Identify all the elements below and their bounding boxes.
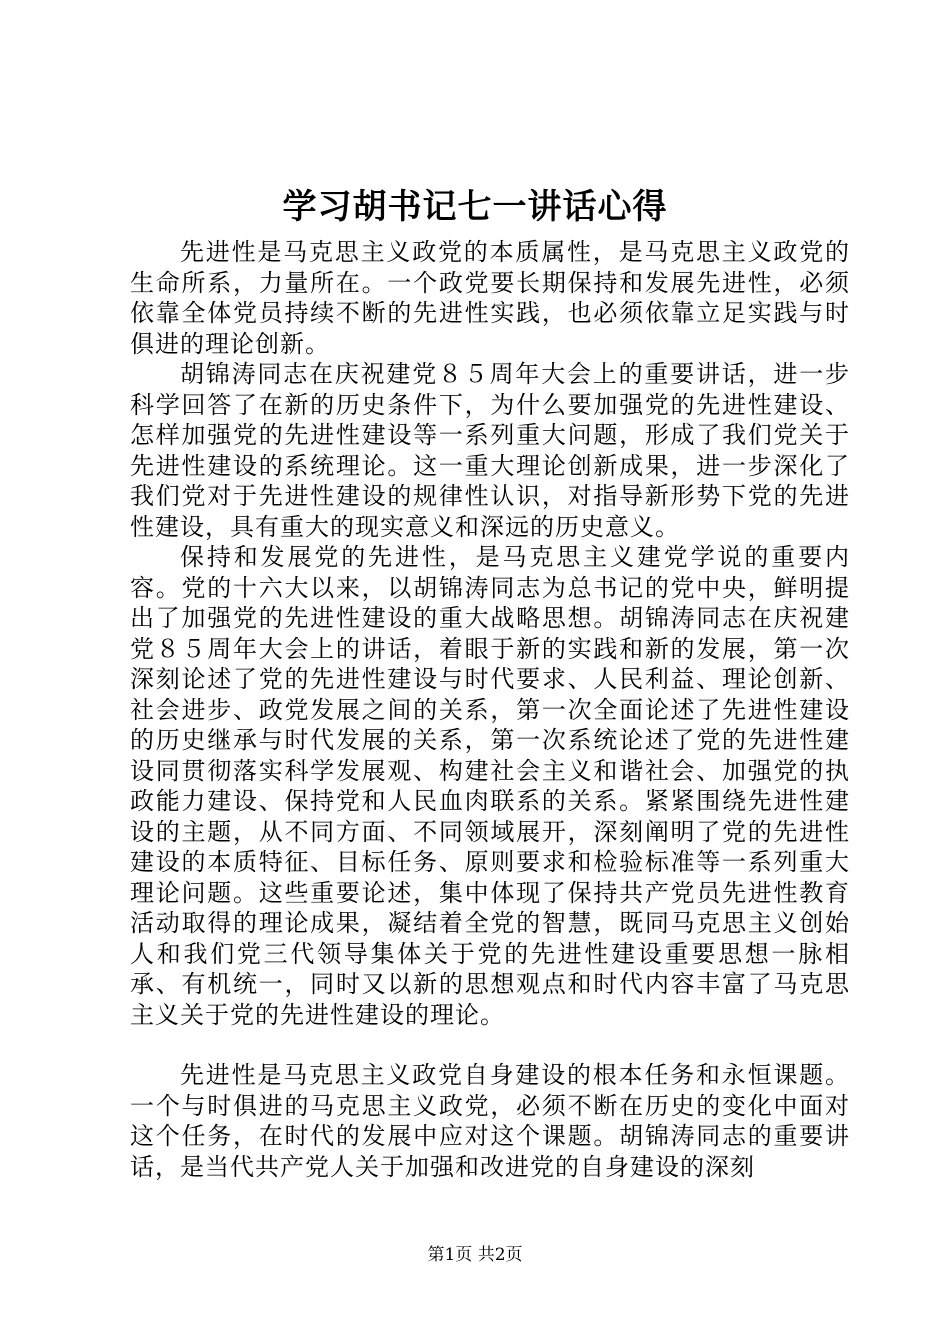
- paragraph: 先进性是马克思主义政党自身建设的根本任务和永恒课题。一个与时俱进的马克思主义政党，必须不断在历史的变化中面对这个任务，在时代的发展中应对这个课题。胡锦涛同志的重要讲话，是当代共产党人关于加强和改进党的自身建设的深刻: [130, 1061, 850, 1181]
- paragraph: 保持和发展党的先进性，是马克思主义建党学说的重要内容。党的十六大以来，以胡锦涛同志为总书记的党中央，鲜明提出了加强党的先进性建设的重大战略思想。胡锦涛同志在庆祝建党８５周年大会上的讲话，着眼于新的实践和新的发展，第一次深刻论述了党的先进性建设与时代要求、人民利益、理论创新、社会进步、政党发展之间的关系，第一次全面论述了先进性建设的历史继承与时代发展的关系，第一次系统论述了党的先进性建设同贯彻落实科学发展观、构建社会主义和谐社会、加强党的执政能力建设、保持党和人民血肉联系的关系。紧紧围绕先进性建设的主题，从不同方面、不同领域展开，深刻阐明了党的先进性建设的本质特征、目标任务、原则要求和检验标准等一系列重大理论问题。这些重要论述，集中体现了保持共产党员先进性教育活动取得的理论成果，凝结着全党的智慧，既同马克思主义创始人和我们党三代领导集体关于党的先进性建设重要思想一脉相承、有机统一，同时又以新的思想观点和时代内容丰富了马克思主义关于党的先进性建设的理论。: [130, 543, 850, 1029]
- page-number-footer: 第1页 共2页: [427, 1245, 523, 1265]
- document-title: 学习胡书记七一讲话心得: [282, 187, 668, 227]
- paragraph: 胡锦涛同志在庆祝建党８５周年大会上的重要讲话，进一步科学回答了在新的历史条件下，为什么要加强党的先进性建设、怎样加强党的先进性建设等一系列重大问题，形成了我们党关于先进性建设的系统理论。这一重大理论创新成果，进一步深化了我们党对于先进性建设的规律性认识，对指导新形势下党的先进性建设，具有重大的现实意义和深远的历史意义。: [130, 360, 850, 541]
- paragraph: 先进性是马克思主义政党的本质属性，是马克思主义政党的生命所系，力量所在。一个政党要长期保持和发展先进性，必须依靠全体党员持续不断的先进性实践，也必须依靠立足实践与时俱进的理论创新。: [130, 238, 850, 358]
- document-body: [130, 237, 850, 1182]
